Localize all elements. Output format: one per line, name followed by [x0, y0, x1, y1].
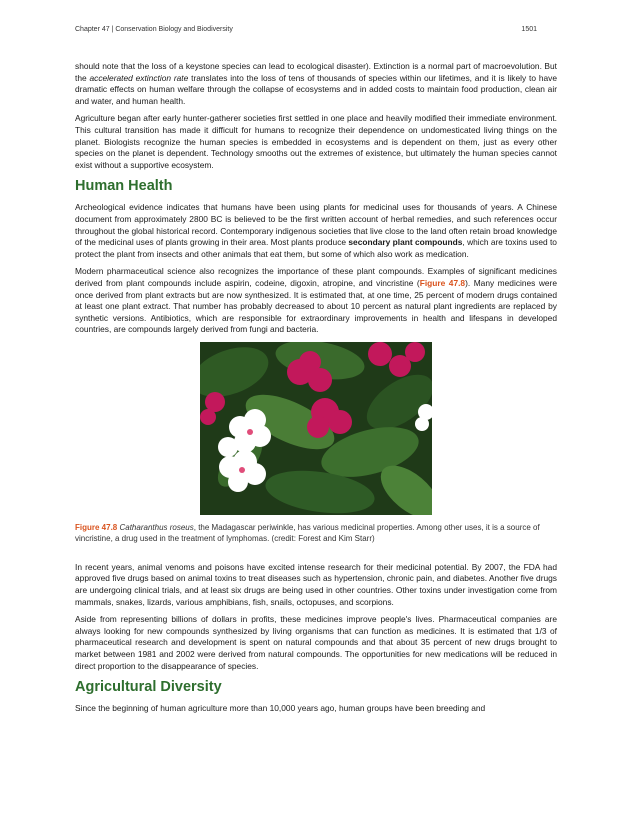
text-run: Modern pharmaceutical science also recognizes the importance of these plant compounds. Examples of significant medicines derived from plant compounds include aspirin, codeine, digoxin, atropine, and vincristine (: [75, 266, 557, 288]
text-run: Archeological evidence indicates that humans have been using plants for medicinal uses for thousands of years. A Chinese document from approximately 2800 BC is believed to be the first written account of herbal remedies, and such references occur throughout the global historical record. Contemporary indigenous societies that live close to the land often retain broad knowledge of the medicinal uses of plants growing in their area. Most plants produce: [75, 202, 557, 248]
bold-term: secondary plant compounds: [348, 237, 463, 248]
paragraph: Since the beginning of human agriculture more than 10,000 years ago, human groups have been breeding and: [75, 703, 486, 714]
text-run: ). Many medicines were once derived from plant extracts but are now synthesized. It is estimated that, at one time, 25 percent of modern drugs contained at least one plant extract. That number has probably decreased to about 10 percent as natural plant ingredients are replaced by synthetic versions. Antibiotics, which are responsible for extraordinary improvements in health and lifespans in developed countries, are compounds largely derived from fungi and bacteria.: [75, 277, 558, 335]
figure-reference-link[interactable]: Figure 47.8: [419, 277, 466, 288]
species-name: Catharanthus roseus: [119, 522, 194, 532]
figure-label: Figure 47.8: [75, 522, 118, 532]
caption-text: , the Madagascar periwinkle, has various medicinal properties. Among other uses, it is a source of vincristine, a drug used in the treatment of lymphomas. (credit: Forest and Kim Starr): [75, 522, 540, 543]
figure-47-8: [75, 342, 557, 516]
text-run: should note that the loss of a keystone species can lead to ecological disaster). Extinction is a normal part of macroevolution. But the: [75, 61, 557, 83]
running-header: [75, 26, 555, 38]
body-text: [75, 61, 557, 721]
section-heading-human-health: Human Health: [75, 178, 173, 195]
periwinkle-photo: [200, 342, 432, 515]
paragraph: Aside from representing billions of dollars in profits, these medicines improve people's lives. Pharmaceutical companies are always looking for new compounds synthesized by living organisms that can function as medicines. It is estimated that 1/3 of pharmaceutical research and development is spent on natural compounds and that about 35 percent of new drugs brought to market between 1981 and 2002 were derived from natural compounds. The opportunities for new medications will be reduced in direct proportion to the disappearance of species.: [75, 614, 557, 671]
paragraph: [75, 266, 557, 336]
paragraph: [75, 202, 557, 260]
text-run: , which are toxins used to protect the plant from insects and other animals that eat them, but some of which also work as medication.: [75, 237, 557, 259]
page-number: 1501: [521, 26, 537, 33]
paragraph: In recent years, animal venoms and poisons have excited intense research for their medicinal potential. By 2007, the FDA had approved five drugs based on animal toxins to treat diseases such as hypertension, chronic pain, and diabetes. Another five drugs are undergoing clinical trials, and at least six drugs are being used in other countries. Other toxins under investigation come from mammals, snakes, lizards, various amphibians, fish, snails, octopuses, and scorpions.: [75, 561, 557, 607]
paragraph: Agriculture began after early hunter-gatherer societies first settled in one place and heavily modified their immediate environment. This cultural transition has made it difficult for humans to recognize their dependence on undomesticated living things on the planet. Biologists recognize the human species is embedded in ecosystems and is dependent on them, just as every other species on the planet is dependent. Technology smooths out the extremes of existence, but ultimately the human species cannot exist without a supportive ecosystem.: [75, 113, 557, 170]
emphasis-text: accelerated extinction rate: [89, 72, 189, 83]
text-run: translates into the loss of tens of thousands of species within our lifetimes, and it is likely to have dramatic effects on human welfare through the collapse of ecosystems and in added costs to maintain food production, clean air and water, and human health.: [75, 72, 557, 106]
paragraph: [75, 61, 557, 107]
figure-caption: [75, 522, 557, 544]
section-heading-agricultural-diversity: Agricultural Diversity: [75, 679, 222, 696]
chapter-title: Chapter 47 | Conservation Biology and Biodiversity: [75, 26, 233, 33]
